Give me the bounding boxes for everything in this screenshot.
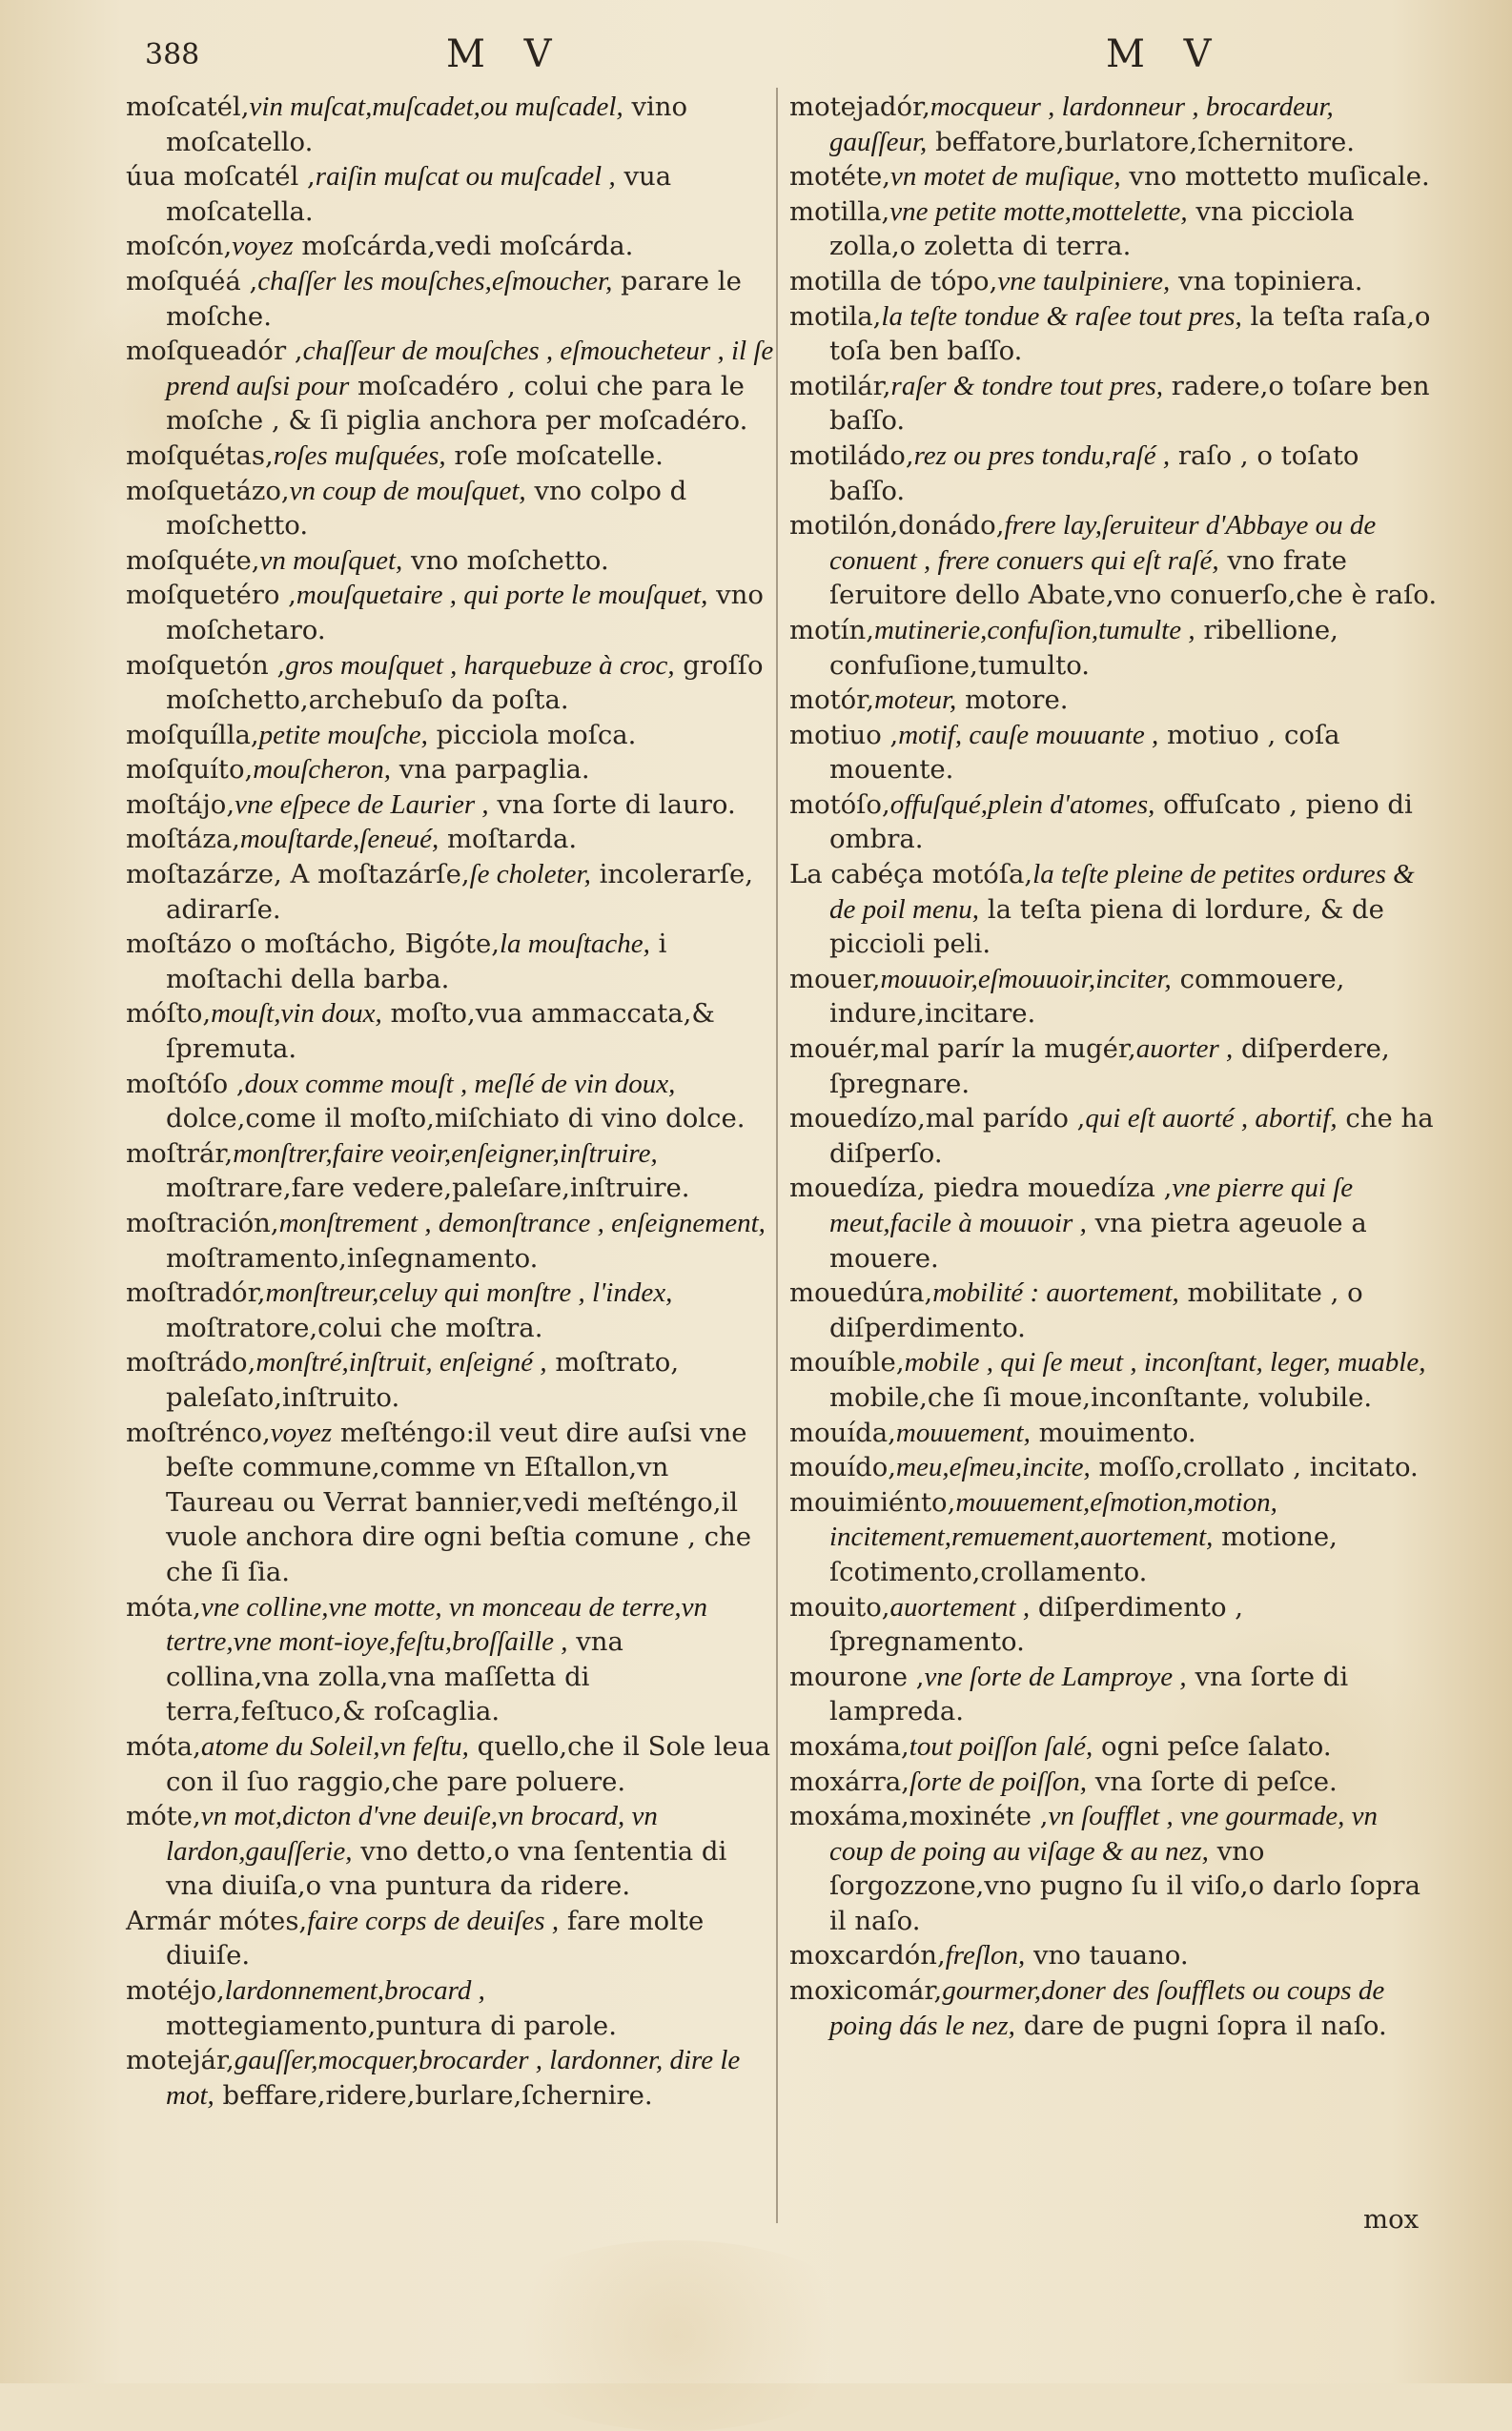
entry-headword: moſquíto, (126, 754, 254, 786)
dictionary-entry (789, 1032, 1438, 1101)
entry-headword: úua moſcatél , (126, 161, 316, 193)
entry-italian-gloss: motore. (965, 684, 1069, 716)
dictionary-entry (789, 962, 1438, 1032)
entry-french-gloss: chaſſeur de mouſches , eſmoucheteur , il ſe prend auſsi pour (166, 336, 774, 401)
entry-italian-gloss: moſto,vua ammaccata,& ſpremuta. (166, 998, 715, 1065)
entry-italian-gloss: vno colpo d moſchetto. (166, 475, 687, 541)
dictionary-entry (789, 857, 1438, 962)
entry-italian-gloss: la teſta piena di lordure, & de piccioli peli. (829, 893, 1384, 960)
dictionary-entry (126, 474, 774, 543)
entry-italian-gloss: moſtramento,inſegnamento. (166, 1242, 539, 1274)
entry-headword: moſtrénco, (126, 1417, 271, 1448)
entry-headword: moſqueadór , (126, 336, 303, 367)
entry-headword: moſquétas, (126, 439, 274, 471)
entry-headword: mouído, (789, 1452, 897, 1483)
entry-french-gloss: motif, cauſe mouuante , (898, 719, 1159, 750)
entry-headword: motóſo, (789, 788, 890, 820)
entry-headword: moſtración, (126, 1208, 279, 1238)
entry-french-gloss: offuſqué,plein d'atomes, (889, 788, 1155, 820)
entry-french-gloss: auorter , (1135, 1033, 1234, 1065)
right-running-head: M V (1106, 32, 1225, 76)
entry-italian-gloss: vno frate ſeruitore dello Abate,vno conuerſo,che è raſo. (829, 544, 1438, 611)
entry-italian-gloss: vna pietra ageuole a mouere. (829, 1208, 1367, 1274)
dictionary-entry (789, 1416, 1438, 1451)
entry-french-gloss: vne taulpiniere, (997, 265, 1171, 296)
paper-stain (477, 2240, 877, 2431)
entry-headword: motór, (789, 684, 875, 716)
entry-italian-gloss: beffare,ridere,burlare,ſchernire. (222, 2079, 653, 2111)
entry-italian-gloss: i moſtachi della barba. (166, 929, 667, 994)
entry-headword: motilla, (789, 195, 890, 227)
entry-headword: mouíble, (789, 1347, 905, 1379)
dictionary-entry (126, 1904, 774, 1973)
dictionary-entry (126, 159, 774, 229)
dictionary-entry (126, 1136, 774, 1206)
entry-headword: mouedíza, piedra mouedíza , (789, 1173, 1173, 1204)
entry-french-gloss: mouſquetaire , qui porte le mouſquet, (296, 580, 708, 611)
entry-headword: moſcatél, (126, 92, 250, 122)
entry-french-gloss: gourmer,doner des ſoufflets ou coups de poing dás le nez, (829, 1975, 1385, 2041)
entry-italian-gloss: dolce,come il moſto,miſchiato di vino dolce. (166, 1103, 746, 1134)
dictionary-entry (126, 1416, 774, 1590)
dictionary-entry (789, 787, 1438, 857)
entry-headword: móta, (126, 1591, 201, 1623)
entry-french-gloss: lardonnement,brocard , (224, 1975, 485, 2007)
dictionary-entry (126, 927, 774, 996)
entry-french-gloss: mobile , qui ſe meut , inconſtant, leger, muable, (904, 1347, 1426, 1379)
dictionary-entry (789, 1799, 1438, 1938)
entry-french-gloss: la teſte pleine de petites ordures & de poil menu, (829, 859, 1415, 925)
entry-italian-gloss: vno ſorgozzone,vno pugno ſu il viſo,o darlo ſopra il naſo. (829, 1835, 1420, 1936)
entry-italian-gloss: vno mottetto muſicale. (1129, 161, 1430, 193)
entry-italian-gloss: moſſo,crollato , incitato. (1098, 1452, 1419, 1483)
dictionary-entry (789, 613, 1438, 683)
entry-headword: moxáma,moxinéte , (789, 1801, 1049, 1832)
entry-headword: mourone , (789, 1661, 925, 1692)
entry-french-gloss: mouuement,eſmotion,motion, incitement,remuement,auortement, (829, 1486, 1277, 1553)
entry-italian-gloss: vna collina,vna zolla,vna maſſetta di terra,feſtuco,& roſcaglia. (166, 1626, 623, 1727)
entry-italian-gloss: vna picciola zolla,o zoletta di terra. (829, 195, 1355, 262)
entry-french-gloss: vne eſpece de Laurier , (235, 788, 489, 820)
entry-italian-gloss: mobile,che ſi moue,inconſtante, volubile. (829, 1381, 1373, 1413)
entry-french-gloss: mocqueur , lardonneur , brocardeur, gauſſeur, (829, 92, 1334, 157)
dictionary-entry (789, 1590, 1438, 1660)
entry-headword: moſquéte, (126, 544, 260, 576)
entry-french-gloss: monſtreur,celuy qui monſtre , l'index, (265, 1277, 673, 1309)
dictionary-entry (789, 1660, 1438, 1729)
entry-headword: moxáma, (789, 1730, 909, 1762)
dictionary-entry (789, 299, 1438, 369)
entry-italian-gloss: incolerarſe, adirarſe. (166, 859, 754, 925)
entry-italian-gloss: diſperdimento , ſpregnamento. (829, 1591, 1243, 1658)
dictionary-entry (789, 369, 1438, 439)
entry-italian-gloss: ribellione, confuſione,tumulto. (829, 614, 1338, 681)
entry-headword: moſcón, (126, 231, 233, 262)
entry-headword: motejadór, (789, 92, 930, 122)
entry-french-gloss: vne colline,vne motte, vn monceau de terre,vn tertre,vne mont-ioye,feſtu,broſſaille , (166, 1591, 708, 1658)
dictionary-entry (126, 822, 774, 857)
entry-french-gloss: voyez (270, 1417, 333, 1448)
entry-french-gloss: vne petite motte,mottelette, (889, 195, 1188, 227)
entry-french-gloss: atome du Soleil,vn feſtu, (200, 1730, 469, 1762)
entry-italian-gloss: vno tauano. (1032, 1940, 1189, 1971)
entry-italian-gloss: la teſta raſa,o toſa ben baſſo. (829, 300, 1431, 367)
entry-french-gloss: chaſſer les mouſches,eſmoucher, (257, 265, 613, 296)
dictionary-entry (126, 2043, 774, 2113)
dictionary-entry (126, 578, 774, 647)
entry-italian-gloss: quello,che il Sole leua con il ſuo raggio,che pare poluere. (166, 1730, 770, 1797)
entry-french-gloss: moteur, (874, 684, 957, 716)
entry-headword: móſto, (126, 998, 212, 1030)
entry-french-gloss: la teſte tondue & raſee tout pres, (881, 300, 1242, 332)
dictionary-entry (126, 996, 774, 1066)
entry-french-gloss: frere lay,ſeruiteur d'Abbaye ou de conuent , frere conuers qui eſt raſé, (829, 510, 1377, 576)
entry-french-gloss: roſes muſquées, (273, 439, 446, 471)
entry-french-gloss: mouſtarde,ſeneué, (239, 824, 439, 855)
entry-headword: moſtázo o moſtácho, Bigóte, (126, 929, 500, 960)
entry-french-gloss: vin muſcat,muſcadet,ou muſcadel, (249, 92, 623, 122)
entry-italian-gloss: fare molte diuiſe. (166, 1905, 705, 1971)
entry-italian-gloss: roſe moſcatelle. (454, 439, 664, 471)
entry-italian-gloss: picciola moſca. (436, 719, 637, 750)
entry-headword: moxcardón, (789, 1940, 946, 1971)
entry-headword: mouída, (789, 1417, 896, 1448)
entry-headword: moſtájo, (126, 788, 235, 820)
entry-italian-gloss: moſtrare,fare vedere,paleſare,inſtruire. (166, 1173, 690, 1204)
dictionary-entry (126, 90, 774, 159)
entry-headword: moſtrádo, (126, 1347, 256, 1379)
dictionary-entry (126, 1973, 774, 2043)
entry-italian-gloss: groſſo moſchetto,archebuſo da poſta. (166, 649, 764, 716)
entry-italian-gloss: raſo , o toſato baſſo. (829, 439, 1359, 506)
entry-italian-gloss: meſténgo:il veut dire auſsi vne beſte commune,comme vn Eſtallon,vn Taureau ou Verrat bannier,vedi meſténgo,il vuole anchora dire ogni beſtia comune , che che ſi ſia. (166, 1417, 752, 1587)
dictionary-entry (789, 1729, 1438, 1765)
entry-italian-gloss: offuſcato , pieno di ombra. (829, 788, 1413, 855)
entry-headword: móte, (126, 1801, 201, 1832)
entry-italian-gloss: motiuo , coſa mouente. (829, 719, 1340, 786)
page-header (0, 29, 1512, 86)
entry-headword: mouer, (789, 963, 881, 994)
page-number: 388 (145, 38, 200, 72)
entry-headword: moſquetéro , (126, 580, 296, 611)
entry-french-gloss: vn mot,dicton d'vne deuiſe,vn brocard, vn lardon,gauſſerie, (166, 1801, 658, 1867)
entry-italian-gloss: moſcárda,vedi moſcárda. (301, 231, 634, 262)
entry-french-gloss: gauſſer,mocquer,brocarder , lardonner, dire le mot, (166, 2045, 741, 2111)
entry-headword: moſtradór, (126, 1277, 266, 1309)
entry-headword: motejár, (126, 2045, 235, 2076)
entry-italian-gloss: vna ſorte di lampreda. (829, 1661, 1349, 1727)
entry-italian-gloss: vno moſchetaro. (166, 580, 764, 645)
dictionary-entry (789, 159, 1438, 194)
entry-headword: moxárra, (789, 1766, 909, 1797)
entry-headword: Armár mótes, (126, 1905, 308, 1936)
entry-headword: motín, (789, 614, 874, 645)
left-running-head: M V (446, 32, 565, 76)
entry-italian-gloss: vno moſchetto. (411, 544, 609, 576)
entry-italian-gloss: moſtarda. (446, 824, 578, 855)
entry-headword: mouedúra, (789, 1277, 933, 1309)
dictionary-entry (126, 1799, 774, 1904)
entry-french-gloss: voyez (232, 231, 294, 262)
entry-french-gloss: vne ſorte de Lamproye , (924, 1661, 1187, 1692)
entry-italian-gloss: moſcadéro , colui che para le moſche , & ſi piglia anchora per moſcadéro. (166, 370, 748, 437)
dictionary-entry (126, 718, 774, 753)
entry-headword: moſtáza, (126, 824, 240, 855)
entry-french-gloss: la mouſtache, (499, 929, 650, 960)
entry-french-gloss: ſorte de poiſſon, (909, 1766, 1088, 1797)
entry-headword: móta, (126, 1730, 201, 1762)
dictionary-entry (126, 1345, 774, 1415)
dictionary-entry (126, 752, 774, 787)
entry-italian-gloss: mottegiamento,puntura di parole. (166, 2010, 617, 2041)
entry-italian-gloss: moſtrato, paleſato,inſtruito. (166, 1347, 680, 1413)
dictionary-entry (126, 1206, 774, 1276)
entry-headword: mouedízo,mal parído , (789, 1103, 1086, 1134)
dictionary-entry (789, 194, 1438, 264)
entry-headword: motilla de tópo, (789, 265, 998, 296)
entry-italian-gloss: moſtratore,colui che moſtra. (166, 1312, 543, 1343)
entry-french-gloss: raiſin muſcat ou muſcadel , (315, 161, 616, 193)
entry-italian-gloss: radere,o toſare ben baſſo. (829, 370, 1430, 437)
entry-headword: motéjo, (126, 1975, 225, 2007)
dictionary-entry (126, 1067, 774, 1136)
entry-french-gloss: mobilité : auortement, (932, 1277, 1179, 1309)
entry-italian-gloss: che ha diſperſo. (829, 1103, 1434, 1169)
dictionary-entry (126, 857, 774, 927)
dictionary-entry (789, 439, 1438, 508)
entry-headword: motéte, (789, 161, 891, 193)
entry-french-gloss: doux comme mouſt , meſlé de vin doux, (244, 1068, 676, 1099)
entry-headword: moſtrár, (126, 1137, 234, 1169)
dictionary-entry (126, 543, 774, 579)
dictionary-entry (126, 787, 774, 823)
entry-italian-gloss: ogni peſce ſalato. (1101, 1730, 1332, 1762)
entry-headword: moſtóſo , (126, 1068, 245, 1099)
entry-italian-gloss: mouimento. (1038, 1417, 1196, 1448)
entry-italian-gloss: dare de pugni ſopra il naſo. (1023, 2010, 1387, 2041)
entry-french-gloss: monſtré,inſtruit, enſeigné , (255, 1347, 547, 1379)
entry-french-gloss: mouuoir,eſmouuoir,inciter, (880, 963, 1172, 994)
entry-headword: mouito, (789, 1591, 890, 1623)
entry-italian-gloss: vna ſorte di lauro. (497, 788, 736, 820)
entry-italian-gloss: vino moſcatello. (166, 92, 688, 157)
entry-french-gloss: raſer & tondre tout pres, (890, 370, 1163, 401)
entry-headword: motilón,donádo, (789, 510, 1005, 541)
entry-french-gloss: monſtrer,faire veoir,enſeigner,inſtruire, (233, 1137, 658, 1169)
dictionary-entry (126, 1276, 774, 1345)
entry-french-gloss: monſtrement , demonſtrance , enſeignement, (278, 1208, 766, 1238)
dictionary-entry (789, 1973, 1438, 2043)
right-column (789, 90, 1438, 2043)
dictionary-entry (126, 229, 774, 264)
dictionary-entry (789, 1101, 1438, 1171)
dictionary-entry (126, 648, 774, 718)
entry-italian-gloss: vna topiniera. (1178, 265, 1363, 296)
entry-headword: mouimiénto, (789, 1486, 956, 1518)
dictionary-entry (789, 508, 1438, 613)
entry-headword: La cabéça motóſa, (789, 859, 1033, 890)
dictionary-entry (789, 1276, 1438, 1345)
entry-french-gloss: meu,eſmeu,incite, (896, 1452, 1091, 1483)
entry-french-gloss: vne pierre qui ſe meut,facile à mouuoir , (829, 1173, 1354, 1238)
entry-headword: motila, (789, 300, 882, 332)
entry-french-gloss: mouſt,vin doux, (211, 998, 382, 1030)
entry-french-gloss: freſlon, (945, 1940, 1026, 1971)
catchword: mox (1363, 2204, 1420, 2235)
entry-french-gloss: auortement , (889, 1591, 1031, 1623)
left-column (126, 90, 774, 2113)
entry-headword: moſquílla, (126, 719, 259, 750)
entry-headword: moſquetón , (126, 649, 286, 681)
dictionary-entry (789, 1765, 1438, 1800)
entry-headword: moſquetázo, (126, 475, 290, 506)
entry-italian-gloss: diſperdere, ſpregnare. (829, 1033, 1390, 1099)
dictionary-entry (789, 718, 1438, 787)
entry-italian-gloss: vna ſorte di peſce. (1094, 1766, 1338, 1797)
dictionary-entry (789, 683, 1438, 718)
dictionary-entry (126, 1729, 774, 1799)
dictionary-entry (789, 90, 1438, 159)
entry-headword: moxicomár, (789, 1975, 943, 2007)
entry-french-gloss: vn motet de muſique, (890, 161, 1121, 193)
entry-italian-gloss: motione, ſcotimento,crollamento. (829, 1522, 1338, 1587)
dictionary-entry (789, 1485, 1438, 1590)
dictionary-entry (126, 334, 774, 439)
entry-headword: motiuo , (789, 719, 899, 750)
entry-french-gloss: mouſcheron, (253, 754, 391, 786)
entry-headword: moſtazárze, A moſtazárſe, (126, 859, 470, 890)
entry-french-gloss: ſe choleter, (469, 859, 591, 890)
dictionary-entry (789, 1938, 1438, 1973)
entry-headword: motilár, (789, 370, 891, 401)
dictionary-entry (789, 1345, 1438, 1415)
dictionary-entry (789, 1171, 1438, 1276)
column-divider (776, 88, 778, 2223)
entry-french-gloss: mutinerie,confuſion,tumulte , (873, 614, 1195, 645)
entry-headword: motiládo, (789, 439, 914, 471)
dictionary-entry (126, 439, 774, 474)
entry-french-gloss: rez ou pres tondu,raſé , (913, 439, 1171, 471)
entry-french-gloss: mouuement, (895, 1417, 1031, 1448)
entry-italian-gloss: vno detto,o vna ſententia di vna diuiſa,o vna puntura da ridere. (166, 1835, 727, 1902)
entry-italian-gloss: vna parpaglia. (398, 754, 590, 786)
entry-french-gloss: vn ſoufflet , vne gourmade, vn coup de poing au viſage & au nez, (829, 1801, 1378, 1867)
entry-french-gloss: faire corps de deuiſes , (307, 1905, 560, 1936)
entry-italian-gloss: mobilitate , o diſperdimento. (829, 1277, 1363, 1343)
dictionary-entry (789, 264, 1438, 299)
entry-italian-gloss: parare le moſche. (166, 265, 742, 332)
entry-french-gloss: petite mouſche, (258, 719, 428, 750)
entry-french-gloss: vn mouſquet, (259, 544, 403, 576)
entry-italian-gloss: vua moſcatella. (166, 161, 672, 227)
entry-italian-gloss: beffatore,burlatore,ſchernitore. (935, 126, 1356, 157)
dictionary-entry (126, 264, 774, 334)
entry-french-gloss: vn coup de mouſquet, (289, 475, 526, 506)
entry-headword: mouér,mal parír la mugér, (789, 1033, 1136, 1065)
entry-french-gloss: qui eſt auorté , abortif, (1085, 1103, 1338, 1134)
entry-italian-gloss: commouere, indure,incitare. (829, 963, 1345, 1030)
entry-french-gloss: gros mouſquet , harquebuze à croc, (285, 649, 675, 681)
dictionary-entry (126, 1590, 774, 1729)
entry-french-gloss: tout poiſſon ſalé, (909, 1730, 1093, 1762)
dictionary-entry (789, 1450, 1438, 1485)
entry-headword: moſquéá , (126, 265, 258, 296)
